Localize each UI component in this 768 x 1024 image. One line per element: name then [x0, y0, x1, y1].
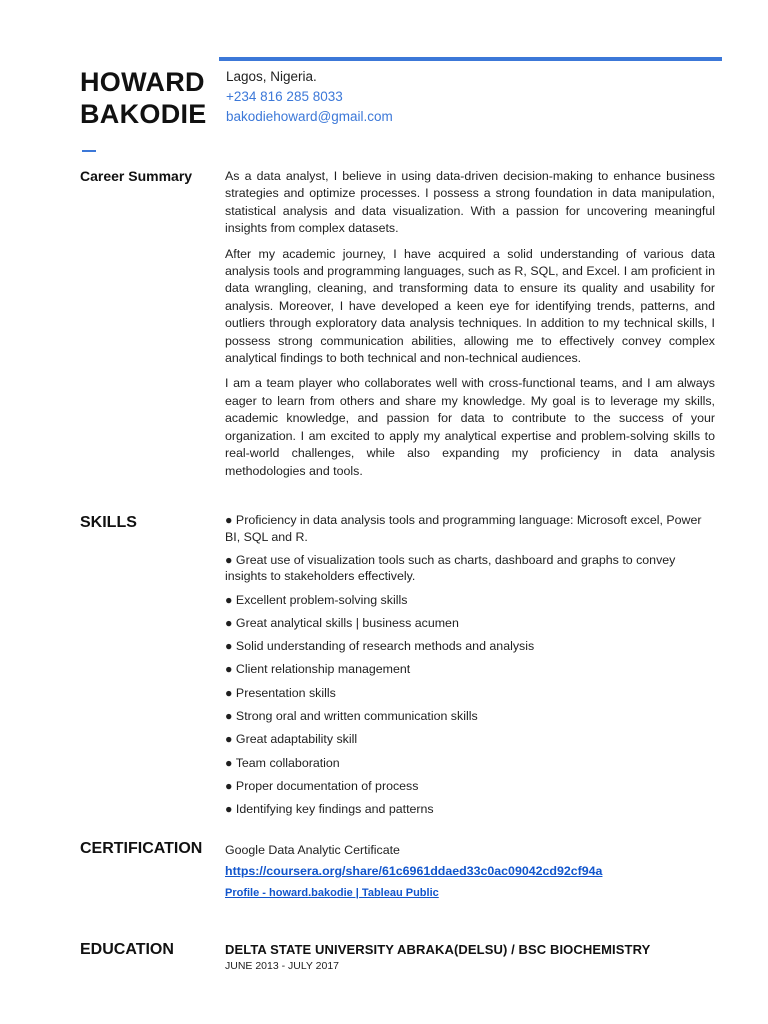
certification-block: [225, 843, 725, 906]
skill-item: ● Proper documentation of process: [225, 778, 419, 793]
skill-item: ● Proficiency in data analysis tools and programming language: Microsoft excel, Power BI, SQL and R.: [225, 513, 702, 544]
skill-item: ● Team collaboration: [225, 755, 340, 770]
header-accent-rule: [219, 57, 722, 61]
skills-list: [225, 512, 715, 825]
career-summary-heading: Career Summary: [80, 168, 193, 184]
education-block: [225, 942, 725, 972]
summary-paragraph: After my academic journey, I have acquired a solid understanding of various data analysis tools and programming languages, such as R, SQL, and Excel. I am proficient in data wrangling, cleaning, and transforming data to ensure its quality and usability for analysis. Moreover, I have developed a keen eye for identifying trends, patterns, and outliers through exploratory data analysis techniques. In addition to my technical skills, I possess strong communication abilities, allowing me to effectively convey complex analytical findings to both technical and non-technical audiences.: [225, 246, 715, 366]
email-link[interactable]: bakodiehoward@gmail.com: [226, 109, 393, 124]
tableau-profile-link[interactable]: Profile - howard.bakodie | Tableau Public: [225, 887, 439, 899]
skill-item: ● Excellent problem-solving skills: [225, 592, 408, 607]
summary-paragraph: As a data analyst, I believe in using data-driven decision-making to enhance business strategies and optimize processes. I possess a strong foundation in data manipulation, statistical analysis and data visualization. With a passion for uncovering meaningful insights from complex datasets.: [225, 169, 715, 236]
education-dates: JUNE 2013 - JULY 2017: [225, 960, 340, 972]
skill-item: ● Strong oral and written communication skills: [225, 709, 478, 724]
education-heading: EDUCATION: [80, 941, 174, 958]
phone-link[interactable]: +234 816 285 8033: [226, 89, 343, 104]
skill-item: ● Great adaptability skill: [225, 732, 358, 747]
skill-item: ● Great use of visualization tools such as charts, dashboard and graphs to convey insights to stakeholders effectively.: [225, 552, 676, 584]
school-degree: DELTA STATE UNIVERSITY ABRAKA(DELSU) / BSC BIOCHEMISTRY: [225, 942, 651, 957]
certificate-link[interactable]: https://coursera.org/share/61c6961ddaed33c0ac09042cd92cf94a: [225, 864, 603, 878]
contact-block: [226, 67, 393, 127]
skill-item: ● Client relationship management: [225, 662, 411, 677]
name-last: BAKODIE: [80, 99, 207, 129]
skill-item: ● Great analytical skills | business acumen: [225, 615, 459, 630]
career-summary-body: [225, 168, 715, 488]
skill-item: ● Presentation skills: [225, 685, 336, 700]
skills-heading: SKILLS: [80, 514, 137, 531]
certificate-name: Google Data Analytic Certificate: [225, 843, 400, 857]
skill-item: ● Solid understanding of research methods and analysis: [225, 639, 535, 654]
name-first: HOWARD: [80, 67, 205, 97]
summary-paragraph: I am a team player who collaborates well with cross-functional teams, and I am always eager to learn from others and share my knowledge. My goal is to leverage my skills, academic knowledge, and passion for data to contribute to the success of your organization. I am excited to apply my analytical expertise and problem-solving skills to real-world challenges, while also expanding my proficiency in data analysis methodologies and tools.: [225, 376, 715, 478]
name-accent-dash: [82, 150, 96, 152]
certification-heading: CERTIFICATION: [80, 840, 203, 857]
location-text: Lagos, Nigeria.: [226, 69, 317, 84]
skill-item: ● Identifying key findings and patterns: [225, 802, 434, 817]
candidate-name: [80, 66, 207, 130]
